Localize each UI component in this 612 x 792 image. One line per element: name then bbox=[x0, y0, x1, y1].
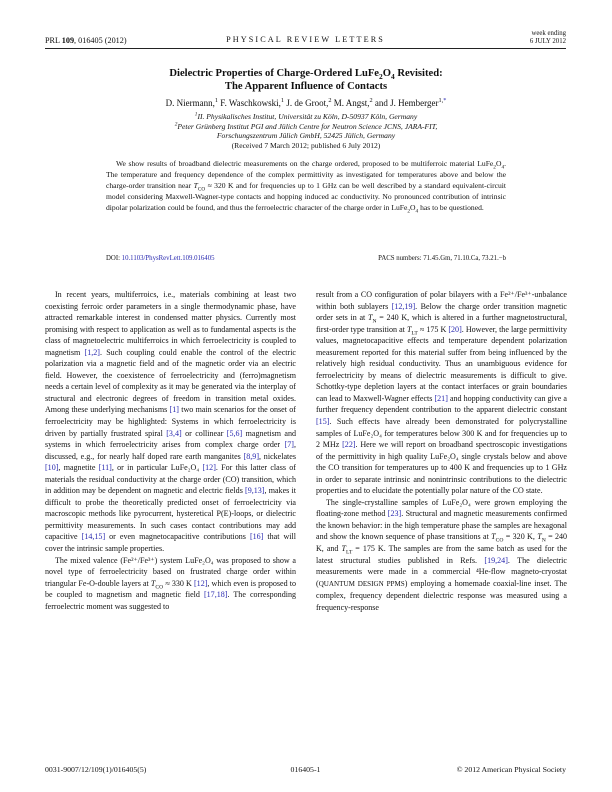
citation-link[interactable]: [3,4] bbox=[166, 428, 182, 438]
pacs-numbers: PACS numbers: 71.45.Gm, 71.10.Ca, 73.21.−b bbox=[378, 255, 506, 262]
small-caps-text: QUANTUM DESIGN PPMS bbox=[318, 579, 405, 588]
paragraph: The single-crystalline samples of LuFe₂O₄ were grown employing the floating-zone method [23]. Structural and magnetic measurements confirmed the known behavior: in the high temperature phase the samples are hexagonal and show the known sequence of phase transitions at $T_{CO} = 320$ K, $T_N = 240$ K, and $T_{LT} = 175$ K. The samples are from the same batch as used for the latest structural studies published in Refs. [19,24]. The dielectric measurements were made in a commercial ⁴He-flow magneto-cryostat (QUANTUM DESIGN PPMS) employing a homemade coaxial-line inset. The complex, frequency dependent dielectric response was measured using a frequency-response bbox=[316, 497, 568, 612]
author-list bbox=[40, 98, 572, 108]
citation-link[interactable]: [20] bbox=[448, 324, 462, 334]
body-column-left bbox=[45, 289, 296, 612]
citation-link[interactable]: [22] bbox=[342, 440, 356, 450]
title-part: Dielectric Properties of Charge-Ordered LuFe bbox=[169, 68, 380, 79]
received-dates: (Received 7 March 2012; published 6 July 2012) bbox=[231, 140, 381, 150]
author: and J. Hemberger$^{1,*}$ bbox=[374, 97, 447, 108]
citation-link[interactable]: [17,18] bbox=[203, 590, 228, 600]
volume-number: 109 bbox=[61, 36, 75, 45]
copyright: © 2012 American Physical Society bbox=[456, 765, 566, 774]
affiliation-2: $^2$Peter Grünberg Institut PGI and Jülich Centre for Neutron Science JCNS, JARA-FIT, bbox=[174, 121, 438, 131]
citation-link[interactable]: [1,2] bbox=[84, 347, 100, 357]
citation-link[interactable]: [11] bbox=[98, 463, 112, 473]
citation-link[interactable]: [15] bbox=[316, 417, 330, 427]
citation-link[interactable]: [9,13] bbox=[245, 486, 265, 496]
author: J. de Groot,$^2$ bbox=[286, 97, 332, 108]
citation-link[interactable]: [1] bbox=[169, 405, 179, 415]
body-column-right bbox=[316, 289, 567, 613]
page-number: 016405-1 bbox=[290, 765, 321, 774]
doi-pacs-line bbox=[106, 255, 506, 262]
citation-link[interactable]: [5,6] bbox=[226, 428, 243, 438]
title-part: Revisited: bbox=[394, 68, 443, 79]
paragraph: In recent years, multiferroics, i.e., materials combining at least two coexisting ferroic order parameters in a single thermodynamic phase, have attracted remarkable interest in condensed matter physics. Currently most promising with respect to application as well as to fundamental aspects is the class of magnetoelectric multiferroics in which ferroelectricity is coupled to magnetism [1,2]. Such coupling could enable the control of the electric polarization via a magnetic field and of the magnetic order via an electric field. However, the coexistence of ferroelectricity and (ferro)magnetism needs a certain level of complexity as it may be generated via the interplay of structural and electronic degrees of freedom in transition metal oxides. Among these underlying mechanisms [1] two main scenarios for the onset of ferroelectricity may be highlighted: Systems in which ferroelectricity is driven by partially frustrated spiral [3,4] or collinear [5,6] magnetism and systems in which ferroelectricity arises from complex charge order [7], discussed, e.g., for nearly half doped rare earth manganites [8,9], nickelates [10], magnetite [11], or in particular LuFe₂O₄ [12]. For this latter class of materials the residual conductivity at the charge order (CO) transition, which in addition may be dependent on magnetic and electric fields [9,13], makes it difficult to probe the theoretically predicted onset of ferroelectricity via macroscopic methods like pyrocurrent, hysteretical P(E)-loops, or dielectric permittivity measurements. In such cases contact contributions may add capacitive [14,15] or even magnetocapacitive contributions [16] that will cover the intrinsic sample properties. bbox=[45, 290, 297, 554]
title-line-2: The Apparent Influence of Contacts bbox=[224, 81, 388, 92]
journal-abbrev: PRL bbox=[45, 36, 60, 45]
citation-link[interactable]: [7] bbox=[284, 440, 294, 450]
running-header bbox=[45, 30, 566, 49]
citation-link[interactable]: [10] bbox=[45, 463, 59, 473]
corresponding-author-link[interactable]: * bbox=[443, 97, 447, 104]
week-ending-date: 6 JULY 2012 bbox=[529, 37, 566, 45]
citation-link[interactable]: [16] bbox=[249, 532, 264, 542]
title-part: O bbox=[382, 68, 391, 79]
affiliations bbox=[40, 112, 572, 150]
paper-title bbox=[60, 67, 552, 93]
week-ending bbox=[530, 30, 566, 45]
doi-link[interactable]: 10.1103/PhysRevLett.109.016405 bbox=[121, 255, 215, 262]
article-ref: , 016405 (2012) bbox=[74, 36, 127, 45]
journal-code: 0031-9007/12/109(1)/016405(5) bbox=[45, 765, 147, 774]
citation-link[interactable]: [12] bbox=[202, 463, 216, 473]
paragraph: result from a CO configuration of polar bilayers with a Fe²⁺/Fe³⁺-unbalance within both sublayers [12,19]. Below the charge order transition magnetic order sets in at $T_N = 240$ K, which is altered in a further magnetostructural, first-order type transition at $T_{LT} \approx 175$ K [20]. However, the large permittivity values, magnetocapacitive effects and temperature dependent polarization measurement reported for this material suffer from being influenced by the relatively high residual conductivity. Thus an unambiguous evidence for ferroelectricity by means of dielectric measurements is difficult to give. Schottky-type depletion layers at the contact interfaces or grain boundaries can lead to Maxwell-Wagner effects [21] and hopping conductivity can give a further frequency dependent contribution to the apparent dielectric constant [15]. Such effects have already been demonstrated for polycrystalline samples of LuFe₂O₄ for temperatures below 300 K and for frequencies up to 2 MHz [22]. Here we will report on broadband spectroscopic investigations of the permittivity in high quality LuFe₂O₄ single crystals below and above the CO transition for temperatures up to 400 K and frequencies up to 1 GHz in order to separate intrinsic and nonintrinsic contributions to the dielectric properties and to elucidate the potentially polar nature of the CO state. bbox=[316, 290, 567, 496]
title-subscript: 2 bbox=[379, 72, 383, 82]
affiliation-1: $^1$II. Physikalisches Institut, Universität zu Köln, D-50937 Köln, Germany bbox=[194, 111, 418, 121]
citation-link[interactable]: [14,15] bbox=[81, 532, 106, 542]
citation-link[interactable]: [21] bbox=[434, 393, 448, 403]
author: M. Angst,$^2$ bbox=[333, 97, 373, 108]
citation-link[interactable]: [12,19] bbox=[391, 301, 416, 311]
abstract: We show results of broadband dielectric measurements on the charge ordered, proposed to be multiferroic material $LuFe_2O_4$. The temperature and frequency dependence of the complex permittivity as investigated for temperatures above and below the charge-order transition near $T_{CO} \approx 320$ K and for frequencies up to 1 GHz can be well described by a standard equivalent-circuit model considering Maxwell-Wagner-type contacts and hopping induced ac conductivity. No pronounced contribution of intrinsic dipolar polarization could be found, and thus the ferroelectric character of the charge order in $LuFe_2O_4$ has to be questioned. bbox=[106, 159, 506, 215]
citation-link[interactable]: [23] bbox=[387, 509, 402, 519]
title-subscript: 4 bbox=[390, 72, 395, 82]
citation-link[interactable]: [19,24] bbox=[484, 555, 508, 565]
author: F. Waschkowski,$^1$ bbox=[220, 97, 285, 108]
journal-name: PHYSICAL REVIEW LETTERS bbox=[226, 35, 385, 44]
week-ending-label: week ending bbox=[531, 30, 566, 37]
paragraph: The mixed valence (Fe²⁺/Fe³⁺) system LuFe₂O₄ was proposed to show a novel type of ferroelectricity based on frustrated charge order within triangular Fe-O-double layers at $T_{CO} \approx 330$ K [12], which even is proposed to be coupled to magnetism and magnetic field [17,18]. The corresponding ferroelectric moment was suggested to bbox=[45, 555, 297, 611]
doi-label: DOI: bbox=[106, 255, 122, 262]
author: D. Niermann,$^1$ bbox=[165, 97, 219, 108]
citation-link[interactable]: [8,9] bbox=[243, 451, 259, 461]
page-footer bbox=[45, 765, 566, 774]
citation-link[interactable]: [12] bbox=[194, 578, 208, 588]
affiliation-2-cont: Forschungszentrum Jülich GmbH, 52425 Jülich, Germany bbox=[216, 131, 396, 141]
